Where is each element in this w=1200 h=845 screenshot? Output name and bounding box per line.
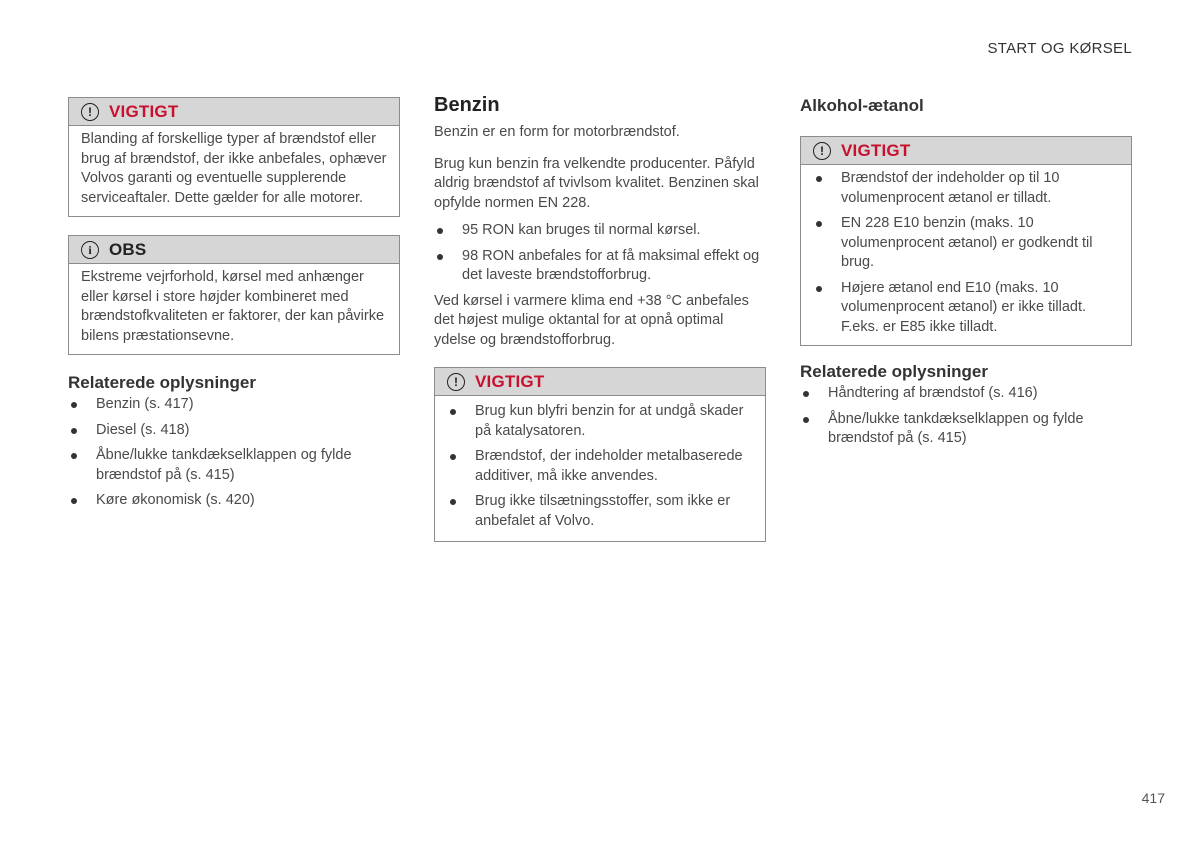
column-middle	[434, 94, 766, 560]
list-item: EN 228 E10 benzin (maks. 10 volumenprocent ætanol) er godkendt til brug.	[813, 214, 1119, 273]
related-heading: Relaterede oplysninger	[68, 373, 257, 392]
related-link-tankdaeksel[interactable]: Åbne/lukke tankdækselklappen og fylde brændstof på (s. 415)	[68, 446, 400, 485]
page-number: 417	[1141, 790, 1165, 806]
list-item: 98 RON anbefales for at få maksimal effekt og det laveste brændstofforbrug.	[434, 247, 766, 286]
related-link-tankdaeksel[interactable]: Åbne/lukke tankdækselklappen og fylde brændstof på (s. 415)	[800, 410, 1132, 449]
related-list	[800, 384, 1132, 449]
column-left	[68, 97, 400, 517]
warning-box-header	[801, 137, 1131, 165]
related-link-diesel[interactable]: Diesel (s. 418)	[68, 421, 400, 441]
warning-box-header	[69, 98, 399, 126]
list-item: Brændstof, der indeholder metalbaserede additiver, må ikke anvendes.	[447, 447, 753, 486]
related-list	[68, 395, 400, 511]
note-title: OBS	[109, 239, 147, 259]
warning-text: Blanding af forskellige typer af brændstof eller brug af brændstof, der ikke anbefales, ophæver Volvos garanti og eventuelle supplerende serviceaftaler. Dette gælder for alle motorer.	[81, 131, 387, 206]
related-link-oekonomisk[interactable]: Køre økonomisk (s. 420)	[68, 491, 400, 511]
note-text: Ekstreme vejrforhold, kørsel med anhænger eller kørsel i store højder kombineret med brændstofkvaliteten er faktorer, der kan påvirke bilens præstationsevne.	[81, 269, 385, 344]
related-link-benzin[interactable]: Benzin (s. 417)	[68, 395, 400, 415]
octane-list	[434, 221, 766, 286]
warning-box-header	[435, 368, 765, 396]
warning-title: VIGTIGT	[109, 101, 179, 121]
related-heading: Relaterede oplysninger	[800, 362, 989, 381]
list-item: Brug ikke tilsætningsstoffer, som ikke er anbefalet af Volvo.	[447, 492, 753, 531]
warning-title: VIGTIGT	[475, 371, 545, 391]
warning-body	[801, 165, 1131, 345]
exclamation-icon: !	[447, 373, 465, 391]
list-item: 95 RON kan bruges til normal kørsel.	[434, 221, 766, 241]
exclamation-icon: !	[813, 142, 831, 160]
chapter-header: START OG KØRSEL	[987, 40, 1132, 57]
column-right	[800, 96, 1132, 455]
info-icon: i	[81, 241, 99, 259]
warning-title: VIGTIGT	[841, 140, 911, 160]
section-title: Alkohol-ætanol	[800, 96, 924, 115]
section-intro: Benzin er en form for motorbrændstof.	[434, 124, 680, 140]
note-box	[68, 235, 400, 355]
section-title: Benzin	[434, 94, 500, 116]
warning-list	[447, 402, 753, 531]
warning-box	[68, 97, 400, 217]
section-paragraph-2: Ved kørsel i varmere klima end +38 °C anbefales det højest mulige oktantal for at opnå optimal ydelse og brændstofforbrug.	[434, 292, 749, 348]
warning-body	[435, 396, 765, 541]
list-item: Højere ætanol end E10 (maks. 10 volumenprocent ætanol) er ikke tilladt. F.eks. er E85 ikke tilladt.	[813, 279, 1119, 338]
section-paragraph-1: Brug kun benzin fra velkendte producenter. Påfyld aldrig brændstof af tvivlsom kvalitet. Benzinen skal opfylde normen EN 228.	[434, 155, 759, 211]
warning-list	[813, 169, 1119, 337]
note-body	[69, 264, 399, 354]
related-link-braendstof[interactable]: Håndtering af brændstof (s. 416)	[800, 384, 1132, 404]
list-item: Brændstof der indeholder op til 10 volumenprocent ætanol er tilladt.	[813, 169, 1119, 208]
exclamation-icon: !	[81, 103, 99, 121]
warning-box	[434, 367, 766, 542]
list-item: Brug kun blyfri benzin for at undgå skader på katalysatoren.	[447, 402, 753, 441]
warning-box	[800, 136, 1132, 346]
warning-body	[69, 126, 399, 216]
note-box-header	[69, 236, 399, 264]
